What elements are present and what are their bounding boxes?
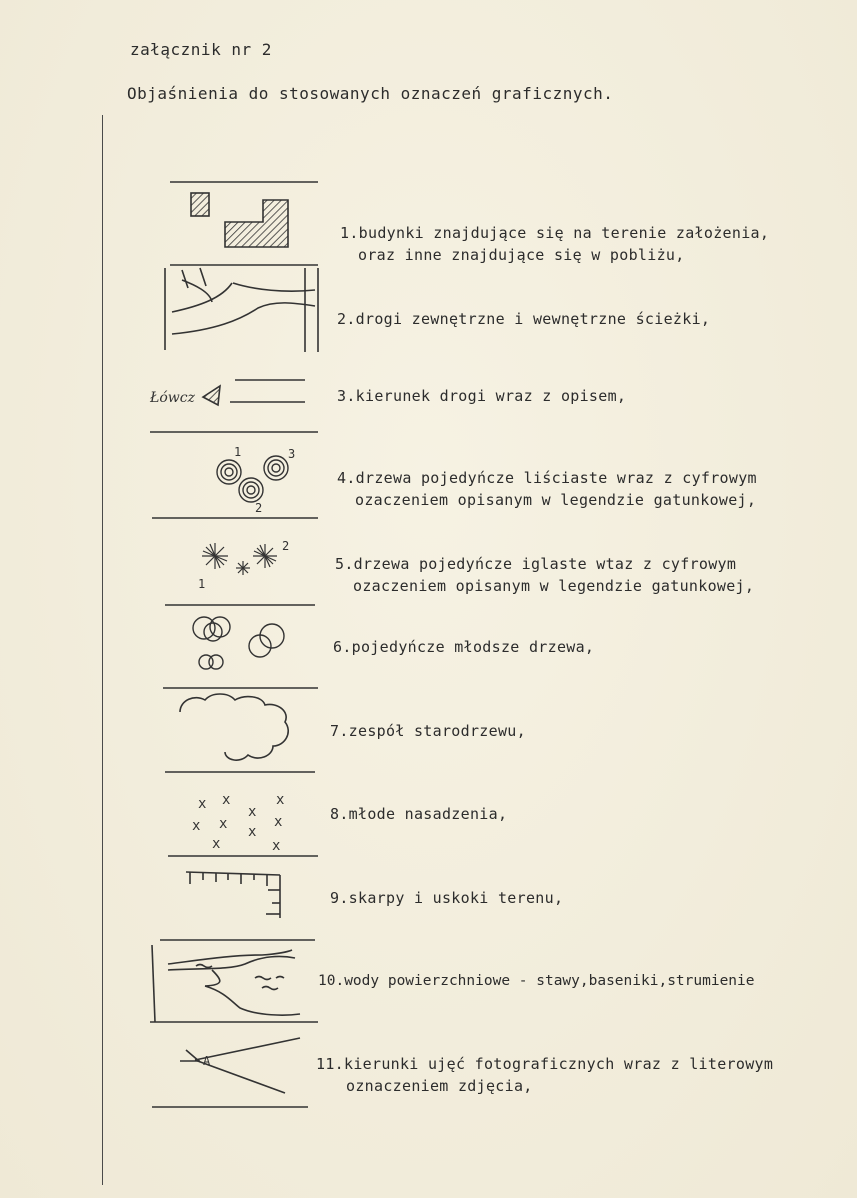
road-name-label: Łówcz (150, 390, 195, 406)
svg-text:x: x (248, 804, 257, 820)
legend-item-4 (337, 467, 757, 511)
legend-item-3 (337, 385, 626, 407)
legend-item-11-line-2: oznaczeniem zdjęcia, (346, 1077, 533, 1095)
photo-letter: A (203, 1054, 211, 1068)
svg-text:x: x (219, 816, 228, 832)
deciduous-trees-symbol (217, 456, 288, 502)
buildings-symbol (191, 193, 288, 247)
surface-waters-symbol (152, 945, 300, 1022)
old-tree-group-symbol (180, 694, 288, 760)
legend-item-8 (330, 803, 507, 825)
legend-item-2-line-1: 2.drogi zewnętrzne i wewnętrzne ścieżki, (337, 310, 711, 328)
legend-item-5-line-2: ozaczeniem opisanym w legendzie gatunkowej, (353, 577, 755, 595)
svg-text:x: x (212, 836, 221, 852)
deciduous-number-1: 1 (234, 445, 242, 459)
legend-item-11 (316, 1053, 773, 1097)
legend-item-5-line-1: 5.drzewa pojedyńcze iglaste wtaz z cyfrowym (335, 555, 737, 573)
young-trees-symbol (193, 617, 284, 669)
svg-text:x: x (198, 796, 207, 812)
svg-text:x: x (274, 814, 283, 830)
legend-item-4-line-2: ozaczeniem opisanym w legendzie gatunkowej, (355, 491, 757, 509)
legend-item-4-line-1: 4.drzewa pojedyńcze liściaste wraz z cyfrowym (337, 469, 757, 487)
legend-item-7 (330, 720, 526, 742)
deciduous-number-2: 2 (255, 501, 263, 515)
legend-item-3-line-1: 3.kierunek drogi wraz z opisem, (337, 387, 627, 405)
deciduous-number-3: 3 (288, 447, 296, 461)
svg-text:x: x (272, 838, 281, 854)
legend-item-6 (333, 636, 594, 658)
svg-text:x: x (248, 824, 257, 840)
legend-item-9-line-1: 9.skarpy i uskoki terenu, (330, 889, 564, 907)
legend-item-1-line-1: 1.budynki znajdujące się na terenie założenia, (340, 224, 770, 242)
conifer-trees-symbol (202, 543, 277, 575)
conifer-number-1: 1 (198, 577, 206, 591)
young-plantings-symbol (192, 792, 284, 854)
legend-item-1 (340, 222, 769, 266)
attachment-label: załącznik nr 2 (130, 40, 272, 59)
legend-item-7-line-1: 7.zespół starodrzewu, (330, 722, 526, 740)
road-direction-symbol (203, 380, 305, 405)
slopes-symbol (186, 872, 280, 918)
roads-symbol (165, 268, 318, 352)
legend-item-9 (330, 887, 563, 909)
svg-text:x: x (276, 792, 285, 808)
svg-text:x: x (192, 818, 201, 834)
page-title: Objaśnienia do stosowanych oznaczeń graficznych. (127, 84, 614, 103)
legend-item-2 (337, 308, 710, 330)
legend-item-11-line-1: 11.kierunki ujęć fotograficznych wraz z literowym (316, 1055, 774, 1073)
legend-item-10-line-1: 10.wody powierzchniowe - stawy,baseniki,strumienie (318, 973, 755, 989)
svg-text:x: x (222, 792, 231, 808)
photo-directions-symbol (180, 1038, 300, 1093)
legend-item-8-line-1: 8.młode nasadzenia, (330, 805, 508, 823)
legend-item-10 (318, 970, 755, 992)
conifer-number-2: 2 (282, 539, 290, 553)
legend-item-6-line-1: 6.pojedyńcze młodsze drzewa, (333, 638, 595, 656)
legend-item-1-line-2: oraz inne znajdujące się w pobliżu, (358, 246, 685, 264)
legend-item-5 (335, 553, 754, 597)
